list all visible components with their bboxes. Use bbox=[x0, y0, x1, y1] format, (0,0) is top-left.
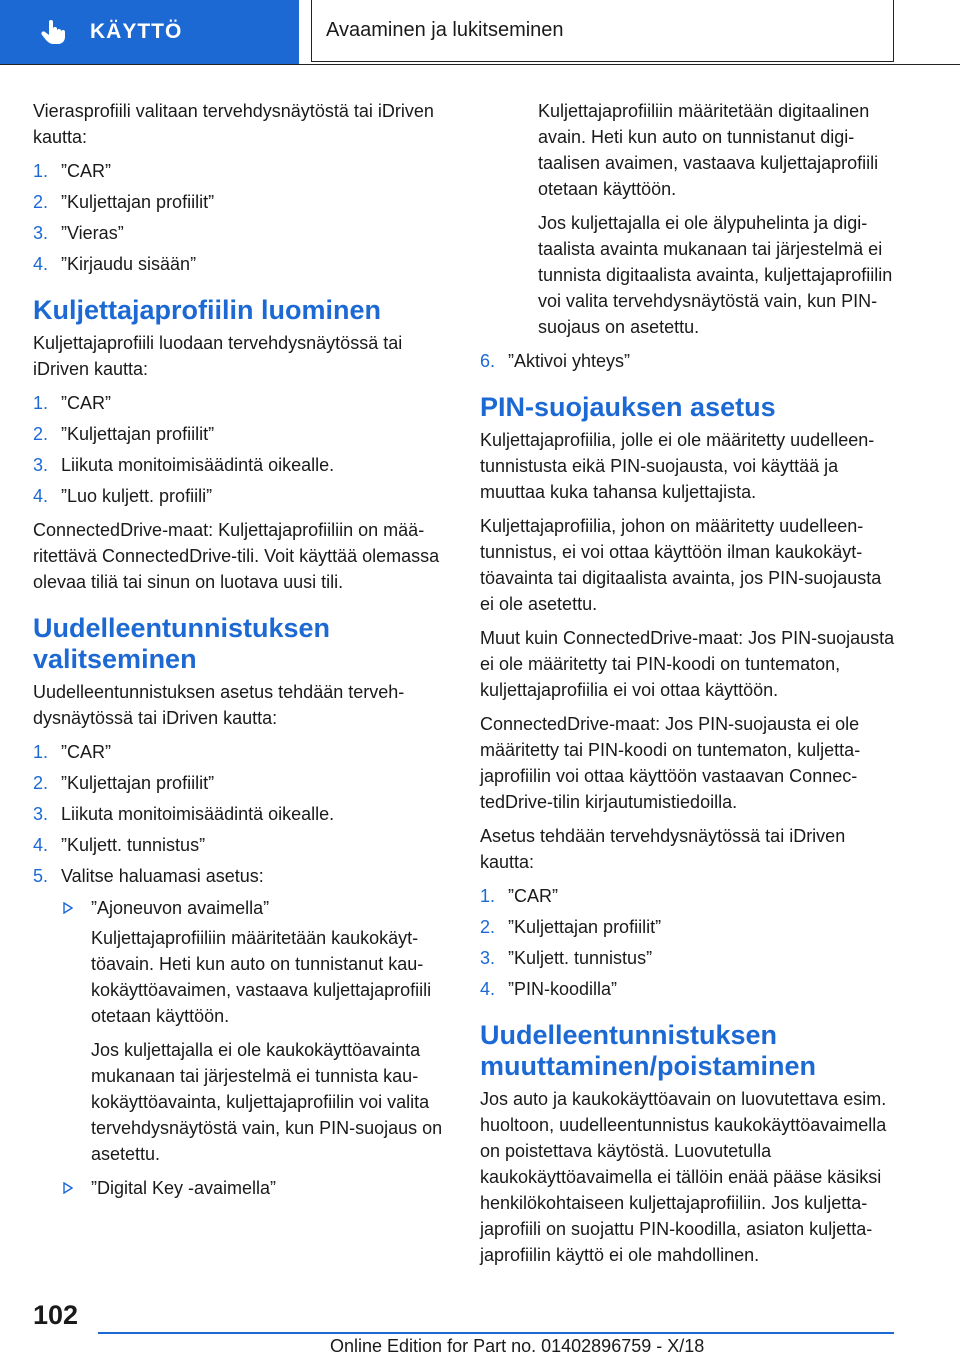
edition-note: Online Edition for Part no. 01402896759 - X/18 bbox=[330, 1336, 705, 1356]
list-item: 2. ”Kuljettajan profiilit” bbox=[33, 192, 215, 212]
list-item: 2. ”Kuljettajan profiilit” bbox=[33, 424, 215, 444]
list-item: 6. ”Aktivoi yhteys” bbox=[480, 351, 631, 371]
select-recognition-text: Uudelleentunnistuksen asetus tehdään tervehdysnäytössä tai iDriven kautta: bbox=[33, 682, 405, 728]
list-item: 4. ”Kirjaudu sisään” bbox=[33, 254, 197, 274]
pin-steps bbox=[480, 883, 900, 1002]
digital-key-desc1: Kuljettajaprofiiliin määritetään digitaalinen avain. Heti kun auto on tunnistanut digitaalisen avaimen, vastaava kuljettajaprofiili otetaan käyttöön. bbox=[538, 101, 879, 199]
option-vehicle-key-desc1: Kuljettajaprofiiliin määritetään kaukokäyttöavain. Heti kun auto on tunnistanut kaukokäyttöavaimen, vastaava kuljettajaprofiili otetaan käyttöön. bbox=[91, 928, 432, 1026]
recognition-options bbox=[61, 895, 451, 1201]
list-item: 3. Liikuta monitoimisäädintä oikealle. bbox=[33, 455, 335, 475]
pin-paragraph-3: Muut kuin ConnectedDrive-maat: Jos PIN-suojausta ei ole määritetty tai PIN-koodi on tuntematon, kuljettajaprofiilia ei voi ottaa käyttöön. bbox=[480, 628, 895, 700]
list-item: 1. ”CAR” bbox=[480, 886, 558, 906]
section-tab bbox=[0, 0, 299, 64]
list-item: 1. ”CAR” bbox=[33, 742, 111, 762]
list-item: 3. Liikuta monitoimisäädintä oikealle. bbox=[33, 804, 335, 824]
list-item: 2. ”Kuljettajan profiilit” bbox=[33, 773, 215, 793]
heading-create-profile: Kuljettajaprofiilin luominen bbox=[33, 295, 382, 325]
heading-change-recognition: Uudelleentunnistuksen muuttaminen/poistaminen bbox=[480, 1020, 817, 1081]
create-profile-text: Kuljettajaprofiili luodaan tervehdysnäytössä tai iDriven kautta: bbox=[33, 333, 403, 379]
change-recognition-text: Jos auto ja kaukokäyttöavain on luovutettava esim. huoltoon, uudelleentunnistus kaukokäyttöavaimella on poistettava käytöstä. Luovutetulla kaukokäyttöavaimella ei tällöin enää pääse käsiksi henkilökohtaiseen kuljettajaprofiiliin. Jos kuljettajaprofiili on suojattu PIN-koodilla, asiaton kuljettajaprofiilin käyttö ei ole mahdollinen. bbox=[480, 1089, 887, 1265]
list-item: 5. Valitse haluamasi asetus: ”Ajoneuvon avaimella” Kuljettajaprofiiliin määritetään kaukokäyttöavain. Heti kun auto on tunnistanut kaukokäyttöavaimen, vastaava kuljettajaprofiili otetaan käyttöön. Jos kuljettajalla ei ole kaukokäyttöavainta mukanaan tai järjestelmä ei tunnista kaukokäyttöavainta, kuljettajaprofiilin voi valita tervehdysnäytöstä vain, kun PIN-suojaus on asetettu. ”Digital Key -avaimella” bbox=[33, 863, 451, 1201]
header-divider bbox=[0, 64, 960, 65]
pin-paragraph-2: Kuljettajaprofiilia, johon on määritetty uudelleentunnistus, ei voi ottaa käyttöön ilman kaukokäyttöavainta tai digitaalista avainta, jos PIN-suojausta ei ole asetettu. bbox=[480, 516, 882, 614]
heading-select-recognition: Uudelleentunnistuksen valitseminen bbox=[33, 613, 331, 674]
guest-profile-steps bbox=[33, 158, 451, 277]
list-item: 2. ”Kuljettajan profiilit” bbox=[480, 917, 662, 937]
option-digital-key: ”Digital Key -avaimella” bbox=[61, 1175, 451, 1201]
list-item: 4. ”Luo kuljett. profiili” bbox=[33, 486, 213, 506]
chapter-title: Avaaminen ja lukitseminen bbox=[326, 19, 564, 41]
guest-profile-intro: Vierasprofiili valitaan tervehdysnäytöstä tai iDriven kautta: bbox=[33, 101, 434, 147]
list-item: 4. ”PIN-koodilla” bbox=[480, 979, 618, 999]
page-header bbox=[0, 0, 960, 66]
list-item: 3. ”Kuljett. tunnistus” bbox=[480, 948, 653, 968]
connecteddrive-note: ConnectedDrive-maat: Kuljettajaprofiiliin on määritettävä ConnectedDrive-tili. Voit käyttää olemassa olevaa tiliä tai sinun on luotava uusi tili. bbox=[33, 520, 440, 592]
digital-key-desc2: Jos kuljettajalla ei ole älypuhelinta ja digitaalista avainta mukanaan tai järjestelmä ei tunnista digitaalista avainta, kuljettajaprofiilin voi valita tervehdysnäytöstä vain, kun PIN-suojaus on asetettu. bbox=[538, 213, 893, 337]
option-vehicle-key-desc2: Jos kuljettajalla ei ole kaukokäyttöavainta mukanaan tai järjestelmä ei tunnista kaukokäyttöavainta, kuljettajaprofiilin voi valita tervehdysnäytöstä vain, kun PIN-suojaus on asetettu. bbox=[91, 1040, 443, 1164]
option-vehicle-key: ”Ajoneuvon avaimella” Kuljettajaprofiiliin määritetään kaukokäyttöavain. Heti kun auto on tunnistanut kaukokäyttöavaimen, vastaava kuljettajaprofiili otetaan käyttöön. Jos kuljettajalla ei ole kaukokäyttöavainta mukanaan tai järjestelmä ei tunnista kaukokäyttöavainta, kuljettajaprofiilin voi valita tervehdysnäytöstä vain, kun PIN-suojaus on asetettu. bbox=[61, 895, 451, 1167]
pin-paragraph-5: Asetus tehdään tervehdysnäytössä tai iDriven kautta: bbox=[480, 826, 846, 872]
list-item: 1. ”CAR” bbox=[33, 393, 111, 413]
right-column bbox=[480, 98, 900, 1276]
list-item: 3. ”Vieras” bbox=[33, 223, 124, 243]
hand-pointer-icon bbox=[40, 18, 68, 46]
chapter-tab bbox=[311, 0, 894, 62]
left-column bbox=[33, 98, 451, 1209]
pin-paragraph-4: ConnectedDrive-maat: Jos PIN-suojausta ei ole määritetty tai PIN-koodi on tuntematon, kuljettajaprofiilin voi ottaa käyttöön vastaavan ConnectedDrive-tilin kirjautumistiedoilla. bbox=[480, 714, 861, 812]
select-recognition-steps bbox=[33, 739, 451, 1201]
digital-key-description bbox=[480, 98, 900, 340]
heading-pin-protection: PIN-suojauksen asetus bbox=[480, 392, 776, 422]
pin-paragraph-1: Kuljettajaprofiilia, jolle ei ole määritetty uudelleentunnistusta eikä PIN-suojausta, voi käyttää ja muuttaa kuka tahansa kuljettajista. bbox=[480, 430, 875, 502]
triangle-bullet-icon bbox=[63, 902, 73, 914]
create-profile-steps bbox=[33, 390, 451, 509]
footer-divider bbox=[98, 1332, 894, 1334]
page-number: 102 bbox=[33, 1300, 79, 1330]
list-item: 1. ”CAR” bbox=[33, 161, 111, 181]
triangle-bullet-icon bbox=[63, 1182, 73, 1194]
list-item: 4. ”Kuljett. tunnistus” bbox=[33, 835, 206, 855]
section-title: KÄYTTÖ bbox=[90, 20, 183, 43]
activate-step bbox=[480, 348, 900, 374]
